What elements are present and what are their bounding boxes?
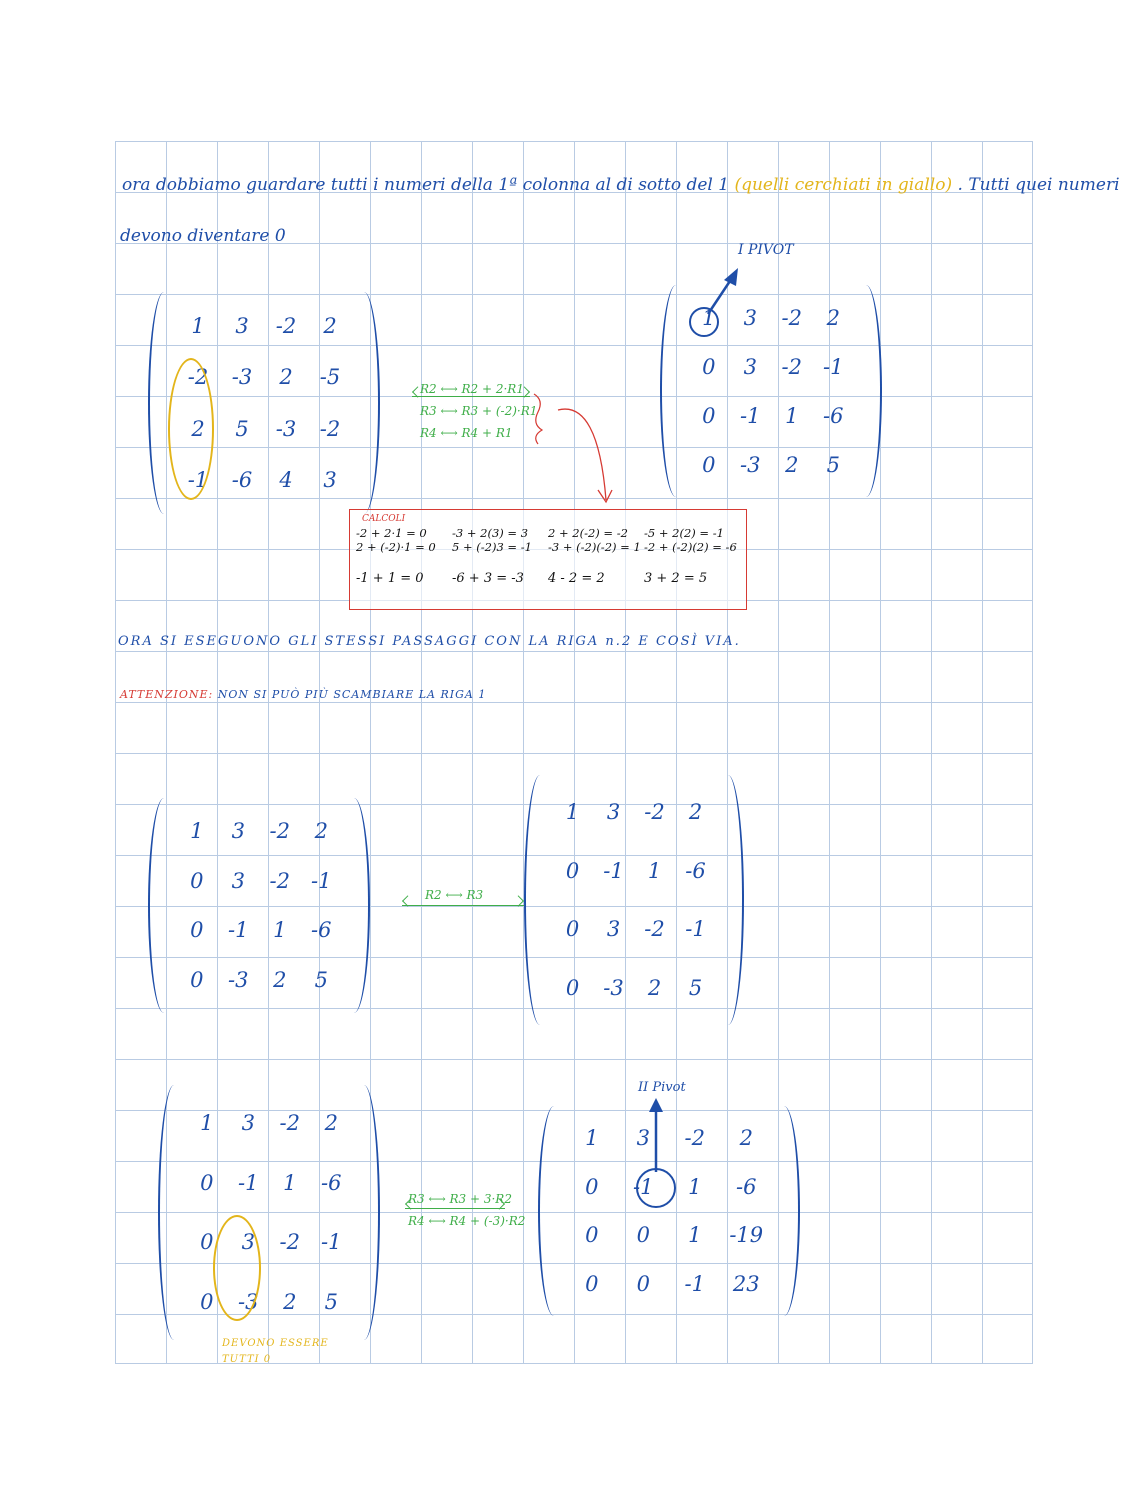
matrix-cell: -2 [269,868,290,893]
matrix-cell: -2 [644,800,665,825]
matrix-cell: 3 [231,818,245,843]
operation-r2: R2 ⟷ R2 + 2·R1 [420,382,524,396]
calculation-entry: -3 + 2(3) = 3 [452,526,529,540]
matrix-cell: -2 [684,1126,705,1151]
matrix-cell: -2 [187,365,209,390]
matrix-cell: 0 [190,968,204,993]
matrix-after-step-3 [538,1106,800,1316]
red-arrow-to-calculations-icon [528,390,618,510]
step-2-note: ORA SI ESEGUONO GLI STESSI PASSAGGI CON LA RIGA n.2 E COSÌ VIA. [118,634,741,649]
double-arrow-icon [402,905,524,906]
calculation-entry: 2 + (-2)·1 = 0 [356,540,436,554]
matrix-cell: 2 [283,1290,297,1315]
note-line-1 [122,175,1120,195]
matrix-after-swap [524,775,744,1025]
matrix-cell: 2 [279,365,293,390]
matrix-cell: 5 [235,416,249,441]
matrix-cell: -6 [823,403,844,428]
matrix-cell: -2 [781,354,802,379]
matrix-cell: 2 [323,313,337,338]
operation-r4-step3: R4 ⟷ R4 + (-3)·R2 [408,1214,526,1228]
double-arrow-icon [412,396,530,397]
matrix-cell: 2 [191,416,205,441]
matrix-cell: 0 [565,917,580,942]
matrix-cell: -1 [685,917,706,942]
note-line-1-main: ora dobbiamo guardare tutti i numeri della 1ª colonna al di sotto del 1 [122,175,730,195]
matrix-cell: -2 [644,917,665,942]
matrix-cell: 2 [785,452,799,477]
first-pivot-circle [689,307,719,337]
matrix-cell: 0 [636,1223,650,1248]
operations-step-2 [425,884,483,906]
yellow-note [222,1336,329,1368]
operations-step-3 [408,1188,525,1232]
matrix-cell: 2 [273,968,287,993]
matrix-cell: 2 [647,975,662,1000]
matrix-cell: 0 [636,1271,650,1296]
calculations-grid [356,526,740,603]
matrix-cell: 3 [636,1126,650,1151]
matrix-cell: 5 [324,1290,338,1315]
matrix-cell: 1 [688,1223,702,1248]
calculation-entry: 5 + (-2)3 = -1 [452,540,532,554]
matrix-cell: 1 [585,1126,599,1151]
matrix-cell: -1 [187,468,209,493]
operation-r3-step3: R3 ⟷ R3 + 3·R2 [408,1192,512,1206]
matrix-cell: -6 [311,918,332,943]
matrix-cell: 1 [190,818,204,843]
matrix-cell: 1 [191,313,205,338]
matrix-before-step-3 [158,1085,380,1340]
calculation-entry: 4 - 2 = 2 [548,571,605,586]
matrix-cell: 5 [688,975,703,1000]
attention-note [120,688,486,701]
note-line-2: devono diventare 0 [120,226,286,246]
matrix-cell: 1 [688,1174,702,1199]
calculation-entry: -2 + 2·1 = 0 [356,526,427,540]
matrix-cell: 1 [283,1170,297,1195]
matrix-cell: 0 [565,975,580,1000]
matrix-cell: 3 [231,868,245,893]
matrix-cell: 0 [190,918,204,943]
matrix-cell: -3 [231,365,253,390]
matrix-cell: 2 [324,1110,338,1135]
matrix-before-swap [148,798,370,1013]
matrix-cell: -1 [228,918,249,943]
calculation-entry: 3 + 2 = 5 [644,571,708,586]
right-parenthesis [768,1106,800,1316]
yellow-note-line-2: TUTTI 0 [222,1354,272,1365]
calculation-entry: -3 + (-2)(-2) = 1 [548,540,641,554]
right-parenthesis [348,1085,380,1340]
matrix-cell: 2 [826,305,840,330]
matrix-cell: 1 [785,403,799,428]
calculations-box [349,509,747,610]
matrix-cell: 0 [200,1290,214,1315]
matrix-cell: -5 [319,365,341,390]
right-parenthesis [338,798,370,1013]
matrix-cell: -3 [740,452,761,477]
matrix-cell: 1 [702,305,716,330]
second-pivot-circle [636,1168,676,1208]
matrix-cell: 0 [200,1170,214,1195]
matrix-cell: -6 [321,1170,342,1195]
matrix-cell: 0 [702,452,716,477]
note-line-1-end: . Tutti quei numeri [957,175,1120,195]
operations-step-1 [420,378,537,444]
matrix-cell: -3 [603,975,624,1000]
matrix-cell: 0 [585,1271,599,1296]
matrix-cell: 5 [314,968,328,993]
right-parenthesis [712,775,744,1025]
yellow-highlight-column-2 [213,1215,261,1321]
calculation-entry: -5 + 2(2) = -1 [644,526,724,540]
matrix-cell: 0 [585,1223,599,1248]
matrix-cell: 0 [702,403,716,428]
matrix-cell: -3 [228,968,249,993]
matrix-cell: 2 [739,1126,753,1151]
matrix-cell: 0 [190,868,204,893]
matrix-cell: -2 [781,305,802,330]
matrix-cell: -3 [238,1290,259,1315]
matrix-cell: -1 [740,403,761,428]
calculations-title: CALCOLI [362,514,406,524]
yellow-highlight-column-1 [168,358,214,500]
matrix-cell: -6 [736,1174,757,1199]
matrix-cell: 2 [688,800,703,825]
attention-text: NON SI PUÒ PIÙ SCAMBIARE LA RIGA 1 [217,688,487,701]
matrix-cell: 3 [323,468,337,493]
calculation-entry: -1 + 1 = 0 [356,571,424,586]
calculation-entry: -2 + (-2)(2) = -6 [644,540,737,554]
matrix-cell: -2 [269,818,290,843]
right-parenthesis [348,292,380,514]
matrix-cell: -1 [238,1170,259,1195]
second-pivot-label: II Pivot [638,1080,686,1095]
matrix-cell: -1 [684,1271,705,1296]
matrix-cell: -2 [279,1230,300,1255]
matrix-cell: 23 [732,1271,760,1296]
matrix-cell: 3 [606,800,621,825]
operation-r3: R3 ⟷ R3 + (-2)·R1 [420,404,538,418]
matrix-cell: -2 [279,1110,300,1135]
matrix-cell: 0 [565,858,580,883]
matrix-cell: 3 [241,1230,255,1255]
matrix-cell: -1 [633,1174,654,1199]
matrix-cell: 0 [200,1230,214,1255]
matrix-cell: -6 [685,858,706,883]
attention-label: ATTENZIONE: [120,688,214,701]
matrix-cell: -6 [231,468,253,493]
calculation-entry: -6 + 3 = -3 [452,571,524,586]
matrix-cell: -2 [319,416,341,441]
calculation-entry: 2 + 2(-2) = -2 [548,526,628,540]
operation-swap: R2 ⟷ R3 [425,888,484,902]
matrix-cell: -19 [729,1223,764,1248]
matrix-cell: 1 [565,800,580,825]
matrix-cell: -3 [275,416,297,441]
matrix-cell: -1 [321,1230,342,1255]
matrix-cell: -1 [823,354,844,379]
matrix-cell: 3 [606,917,621,942]
matrix-cell: 1 [647,858,662,883]
matrix-cell: 2 [314,818,328,843]
first-pivot-label: I PIVOT [738,242,794,258]
matrix-cell: 1 [273,918,287,943]
operation-r4: R4 ⟷ R4 + R1 [420,426,513,440]
matrix-cell: -1 [311,868,332,893]
right-parenthesis [850,285,882,497]
matrix-cell: 0 [702,354,716,379]
matrix-cell: 3 [743,305,757,330]
matrix-cell: 0 [585,1174,599,1199]
matrix-cell: 3 [241,1110,255,1135]
yellow-note-line-1: DEVONO ESSERE [222,1338,329,1349]
matrix-cell: 5 [826,452,840,477]
matrix-cell: 3 [235,313,249,338]
matrix-cell: -1 [603,858,624,883]
matrix-cell: 1 [200,1110,214,1135]
note-line-1-yellow: (quelli cerchiati in giallo) [734,175,953,195]
matrix-cell: 3 [743,354,757,379]
matrix-cell: -2 [275,313,297,338]
double-arrow-icon [405,1208,505,1209]
matrix-cell: 4 [279,468,293,493]
